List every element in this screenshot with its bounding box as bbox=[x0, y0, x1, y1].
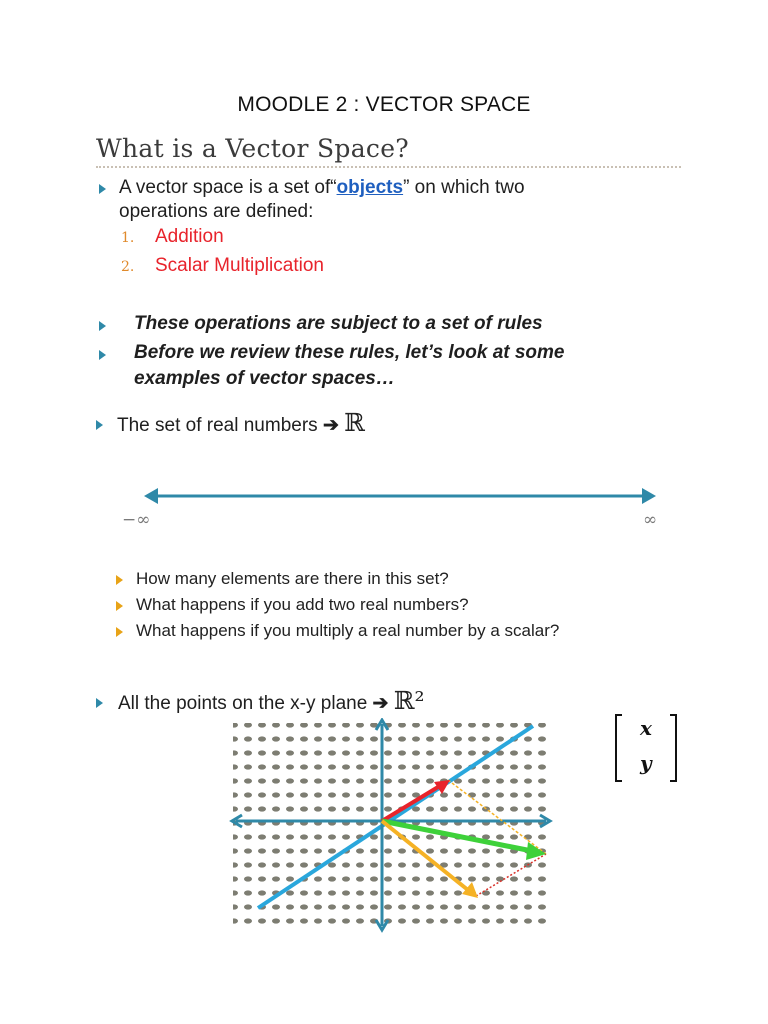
positive-infinity: ∞ bbox=[643, 510, 658, 530]
rules-line-1: These operations are subject to a set of rules bbox=[134, 313, 543, 334]
implies-arrow-icon: ➔ bbox=[322, 415, 339, 436]
intro-line-2: operations are defined: bbox=[119, 201, 314, 222]
implies-arrow-icon: ➔ bbox=[372, 693, 389, 714]
operation-number-2: 2. bbox=[121, 259, 135, 275]
bullet-icon bbox=[116, 575, 123, 585]
intro-prefix: A vector space is a set of bbox=[119, 177, 331, 198]
question-1: How many elements are there in this set? bbox=[136, 569, 449, 588]
bullet-icon bbox=[99, 321, 106, 331]
operation-scalar-multiplication: Scalar Multiplication bbox=[155, 255, 324, 276]
vector-component-y: y bbox=[640, 751, 652, 775]
operation-addition: Addition bbox=[155, 226, 224, 247]
bullet-icon bbox=[96, 420, 103, 430]
vector-component-x: x bbox=[640, 716, 652, 740]
objects-link[interactable]: objects bbox=[336, 177, 404, 198]
rules-line-2: Before we review these rules, let’s look at some bbox=[134, 342, 565, 363]
bullet-icon bbox=[116, 627, 123, 637]
intro-line-1 bbox=[119, 175, 525, 201]
reals-text: The set of real numbers bbox=[117, 415, 318, 436]
reals-line bbox=[117, 410, 365, 439]
intro-close-quote: ” bbox=[403, 177, 410, 198]
right-arrowhead-icon bbox=[642, 488, 656, 504]
plane-line bbox=[118, 688, 425, 717]
operation-number-1: 1. bbox=[121, 230, 135, 246]
reals-symbol: ℝ bbox=[344, 408, 365, 437]
title-divider bbox=[96, 166, 681, 168]
number-line bbox=[140, 484, 660, 508]
bullet-icon bbox=[96, 698, 103, 708]
plane-text: All the points on the x-y plane bbox=[118, 693, 368, 714]
xy-plane-diagram bbox=[228, 718, 553, 933]
plane-symbol: ℝ² bbox=[393, 686, 425, 715]
intro-suffix: on which two bbox=[409, 177, 525, 198]
left-arrowhead-icon bbox=[144, 488, 158, 504]
bullet-icon bbox=[99, 350, 106, 360]
question-2: What happens if you add two real numbers? bbox=[136, 595, 469, 614]
document-title: MOODLE 2 : VECTOR SPACE bbox=[237, 93, 531, 116]
slide-title: What is a Vector Space? bbox=[96, 134, 410, 163]
rules-line-3: examples of vector spaces… bbox=[134, 368, 395, 389]
question-3: What happens if you multiply a real number by a scalar? bbox=[136, 621, 560, 640]
bullet-icon bbox=[99, 184, 106, 194]
left-bracket-icon bbox=[616, 715, 622, 781]
negative-infinity: −∞ bbox=[122, 510, 151, 530]
intro-open-quote: “ bbox=[330, 177, 337, 198]
bullet-icon bbox=[116, 601, 123, 611]
right-bracket-icon bbox=[670, 715, 676, 781]
